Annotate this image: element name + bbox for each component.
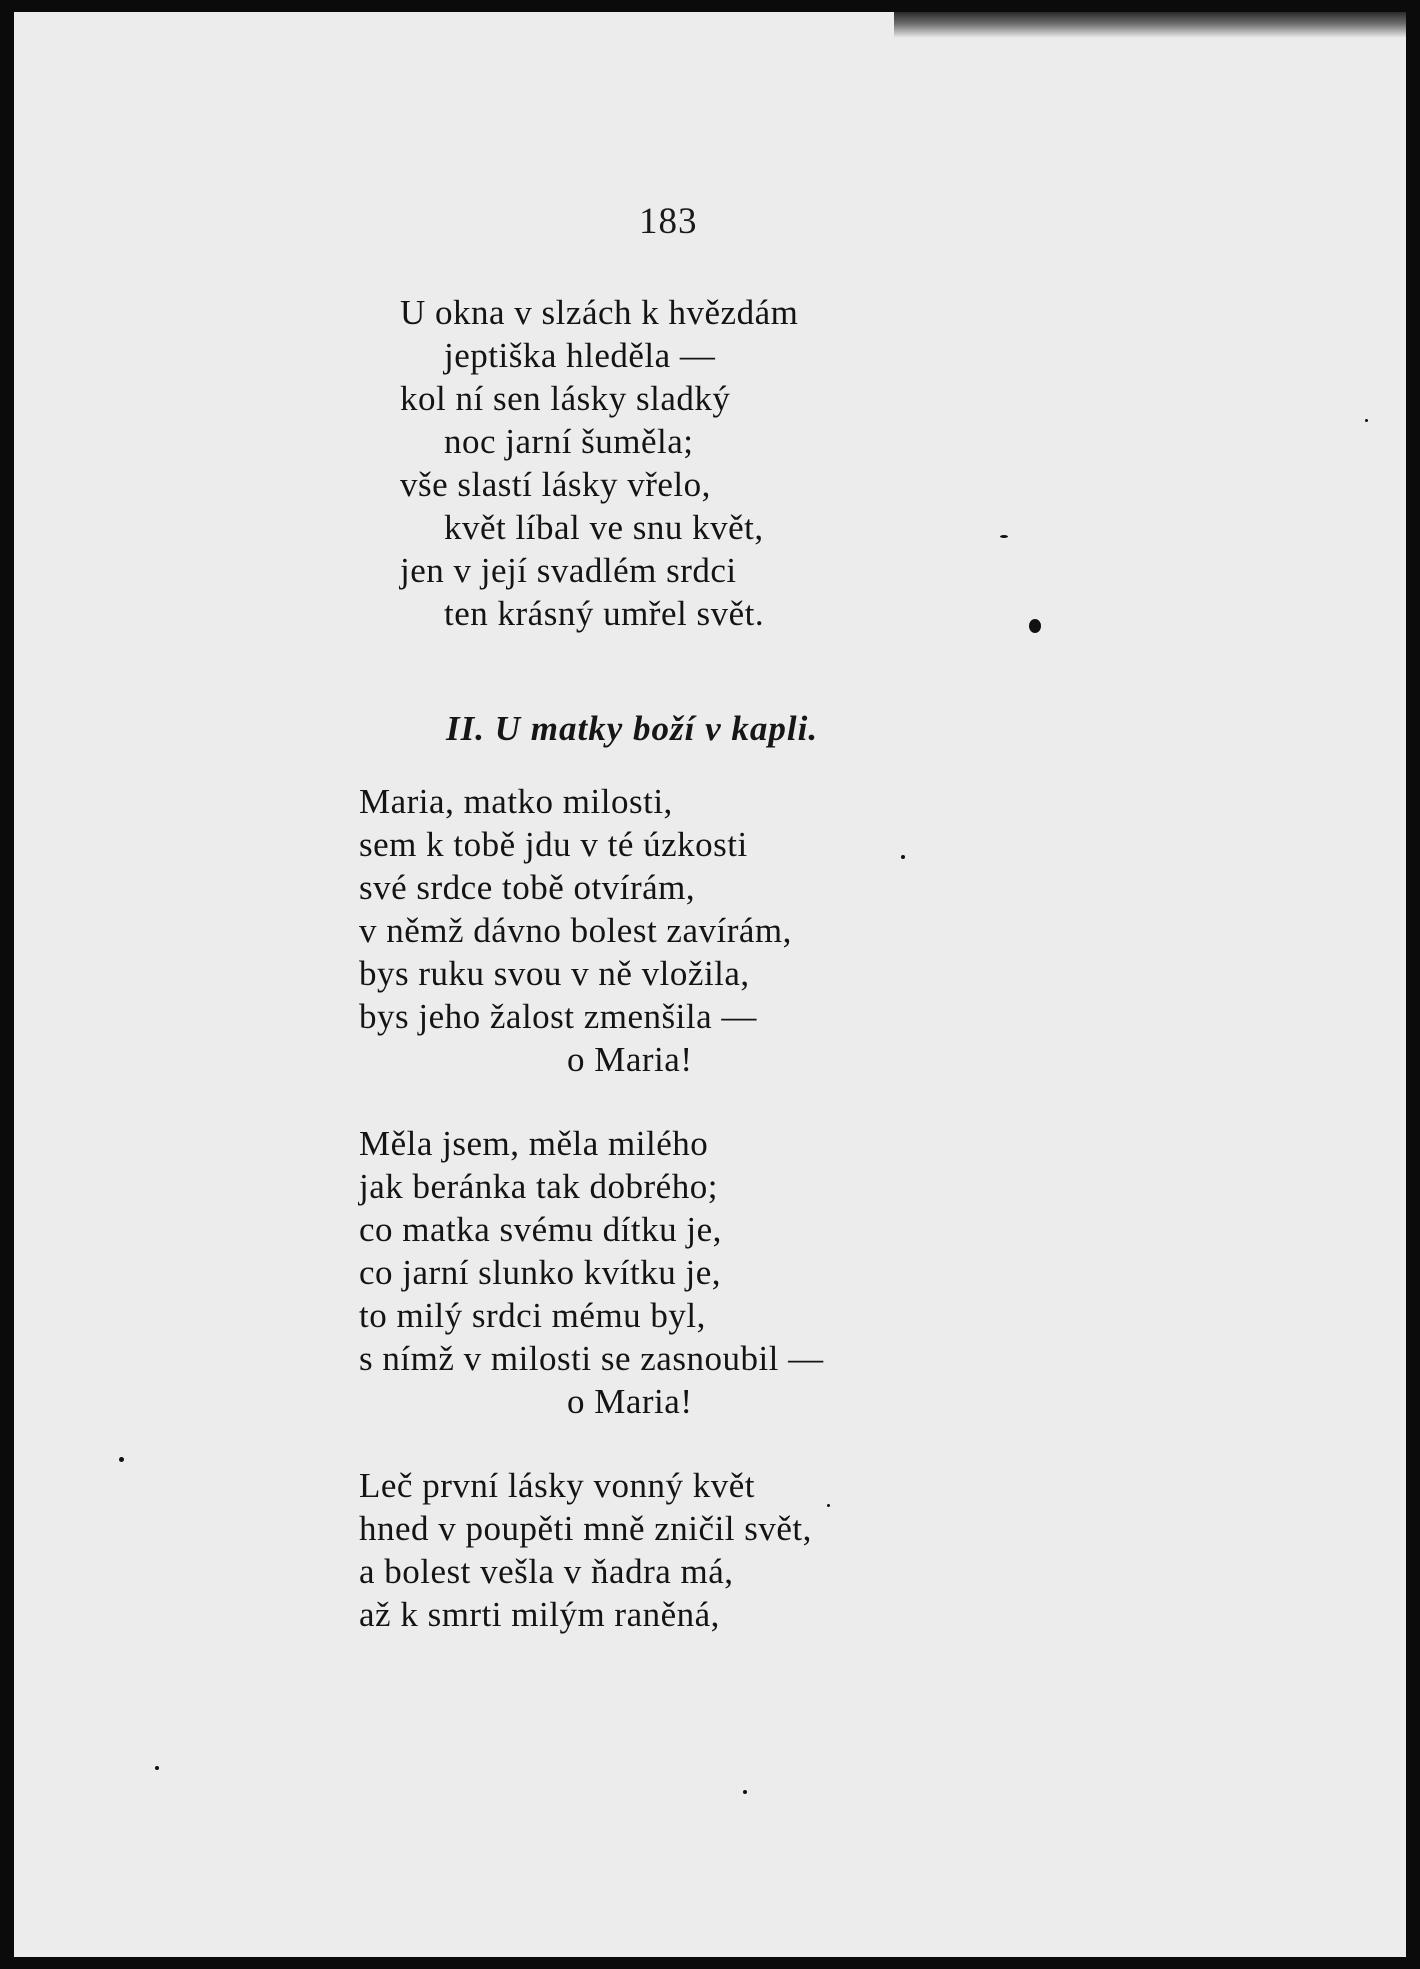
verse-line: vše slastí lásky vřelo, xyxy=(400,465,711,504)
ink-speck xyxy=(1000,535,1008,538)
verse-line: hned v poupěti mně zničil svět, xyxy=(359,1509,812,1548)
book-page xyxy=(14,12,1406,1957)
ink-speck xyxy=(901,855,905,859)
page-number: 183 xyxy=(639,201,698,242)
verse-line: co matka svému dítku je, xyxy=(359,1210,722,1249)
ink-speck xyxy=(827,1504,830,1507)
verse-line: jak beránka tak dobrého; xyxy=(359,1167,718,1206)
scan-edge-shadow xyxy=(894,12,1406,38)
verse-line: jeptiška hleděla — xyxy=(444,336,716,375)
ink-speck xyxy=(155,1766,159,1770)
verse-line: kol ní sen lásky sladký xyxy=(400,379,731,418)
verse-line: bys ruku svou v ně vložila, xyxy=(359,954,750,993)
verse-line: Maria, matko milosti, xyxy=(359,782,673,821)
verse-line: co jarní slunko kvítku je, xyxy=(359,1253,721,1292)
verse-line: Měla jsem, měla milého xyxy=(359,1124,709,1163)
verse-line: to milý srdci mému byl, xyxy=(359,1296,706,1335)
verse-line: jen v její svadlém srdci xyxy=(400,551,737,590)
verse-line: sem k tobě jdu v té úzkosti xyxy=(359,825,748,864)
verse-line: Leč první lásky vonný květ xyxy=(359,1466,755,1505)
verse-line: až k smrti milým raněná, xyxy=(359,1595,720,1634)
verse-line: o Maria! xyxy=(567,1040,693,1079)
verse-line: a bolest vešla v ňadra má, xyxy=(359,1552,734,1591)
ink-speck xyxy=(743,1790,747,1794)
verse-line: noc jarní šuměla; xyxy=(444,422,694,461)
verse-line: své srdce tobě otvírám, xyxy=(359,868,696,907)
ink-speck xyxy=(1029,619,1041,633)
verse-line: v němž dávno bolest zavírám, xyxy=(359,911,792,950)
verse-line: ten krásný umřel svět. xyxy=(444,594,765,633)
ink-speck xyxy=(1365,419,1368,422)
verse-line: o Maria! xyxy=(567,1382,693,1421)
verse-line: květ líbal ve snu květ, xyxy=(444,508,764,547)
verse-line: bys jeho žalost zmenšila — xyxy=(359,997,757,1036)
section-heading: II. U matky boží v kapli. xyxy=(446,709,819,748)
ink-speck xyxy=(119,1457,124,1462)
verse-line: s nímž v milosti se zasnoubil — xyxy=(359,1339,824,1378)
verse-line: U okna v slzách k hvězdám xyxy=(400,293,799,332)
